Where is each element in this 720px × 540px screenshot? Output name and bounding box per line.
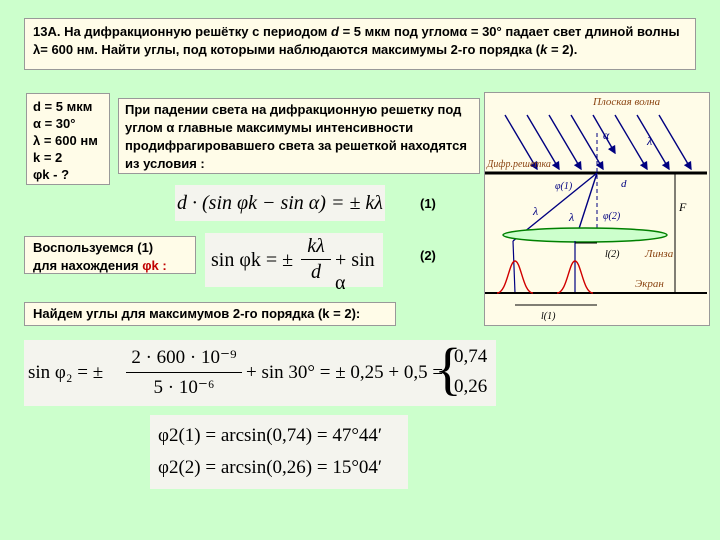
use-formula-text — [24, 236, 196, 274]
formula-2-lhs: sin φk = ± — [211, 249, 294, 271]
formula-3-value-2: 0,26 — [454, 376, 488, 397]
label-lambda: λ — [647, 134, 653, 148]
formula-1-text: d · (sin φk − sin α) = ± kλ — [177, 192, 383, 214]
label-grating: Дифр.решетка — [487, 159, 551, 170]
formula-1 — [175, 185, 385, 221]
label-F: F — [679, 200, 687, 214]
use-text-line-1: Воспользуемся (1) — [33, 240, 154, 255]
formula-3-mid: + sin 30° = ± 0,25 + 0,5 = — [246, 362, 444, 383]
formula-3-num: 2 · 600 · 10⁻⁹ — [131, 347, 237, 368]
lens — [503, 228, 667, 242]
diagram-svg — [485, 93, 707, 323]
problem-d: d — [331, 24, 339, 39]
given-block — [26, 93, 110, 185]
formula-1-label: (1) — [420, 196, 436, 211]
label-d: d — [621, 178, 627, 190]
given-k: k = 2 — [33, 150, 63, 165]
use-text-line-2: для нахождения — [33, 258, 143, 273]
label-l1: l(1) — [541, 311, 556, 322]
formula-3-lhs: sin φ₂ = ± — [28, 362, 104, 383]
problem-text-3: = 30° падает свет длиной волны — [467, 24, 680, 39]
problem-alpha: α — [459, 24, 468, 39]
diffraction-diagram — [484, 92, 710, 326]
given-d: d = 5 мкм — [33, 99, 93, 114]
formula-2-den: d — [311, 261, 321, 283]
formula-2-rhs: + sin α — [335, 249, 375, 294]
label-phi-2: φ(2) — [603, 211, 621, 222]
problem-lambda: λ — [33, 42, 41, 57]
formula-3-den: 5 · 10⁻⁶ — [153, 377, 215, 398]
problem-text-2: = 5 мкм под углом — [338, 24, 460, 39]
converging-ray-1 — [513, 241, 515, 293]
label-plane-wave: Плоская волна — [593, 96, 661, 108]
label-phi-1: φ(1) — [555, 181, 573, 192]
use-phi: φk : — [142, 258, 167, 273]
find-angles-text: Найдем углы для максимумов 2-го порядка (k = 2): — [24, 302, 396, 326]
label-lambda-3: λ — [569, 210, 575, 224]
formula-3-value-1: 0,74 — [454, 346, 488, 367]
formula-2-num: kλ — [307, 235, 325, 257]
formula-3-brace: { — [434, 336, 462, 401]
problem-text-5: = 2). — [547, 42, 578, 57]
formula-4 — [150, 415, 408, 489]
problem-k: k — [540, 42, 548, 57]
problem-text-4: = 600 нм. Найти углы, под которыми наблюдаются максимумы 2-го порядка ( — [40, 42, 541, 57]
label-l2: l(2) — [605, 249, 620, 260]
formula-4-line-1: φ2(1) = arcsin(0,74) = 47°44′ — [158, 425, 383, 446]
given-lambda: λ = 600 нм — [33, 133, 98, 148]
formula-2-label: (2) — [420, 248, 436, 263]
problem-number: 13А. — [33, 24, 61, 39]
label-alpha: α — [603, 128, 610, 142]
formula-2-fraction-bar — [301, 259, 331, 260]
problem-statement — [24, 18, 696, 70]
label-lens: Линза — [645, 248, 674, 260]
formula-2 — [205, 233, 383, 294]
given-phi: φk - ? — [33, 167, 70, 182]
label-lambda-2: λ — [533, 204, 539, 218]
formula-3 — [24, 336, 496, 406]
given-alpha: α = 30° — [33, 116, 76, 131]
label-screen: Экран — [635, 278, 664, 290]
formula-3-fraction-bar — [126, 372, 242, 373]
formula-4-line-2: φ2(2) = arcsin(0,26) = 15°04′ — [158, 457, 383, 478]
intro-text: При падении света на дифракционную решетку под углом α главные максимумы интенсивности продифрагировавшего света за решеткой находятся из условия : — [118, 98, 480, 174]
problem-text-1: На дифракционную решётку с периодом — [60, 24, 332, 39]
